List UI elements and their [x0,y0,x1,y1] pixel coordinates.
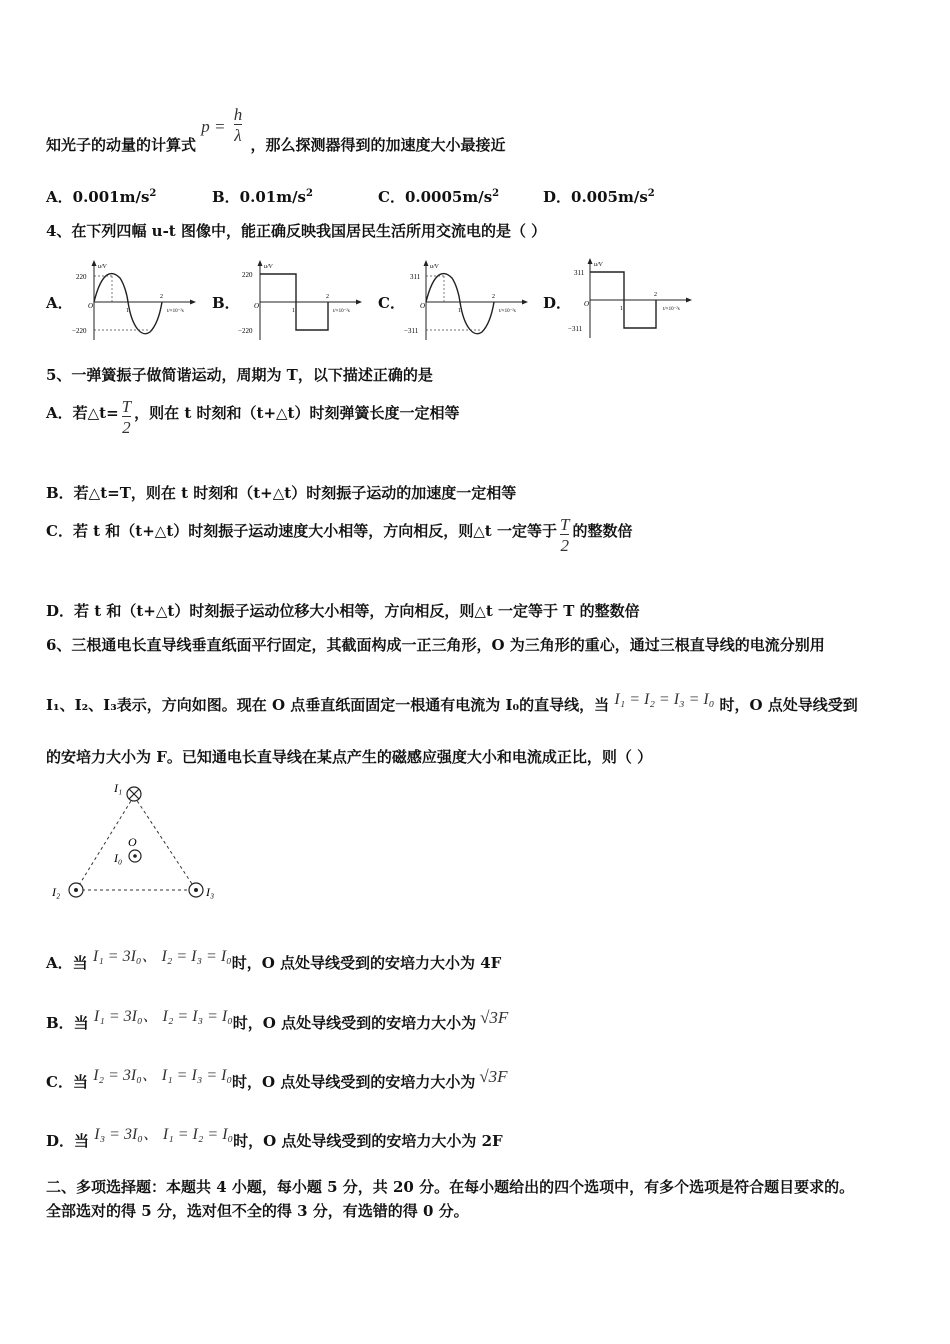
q5-option-c-num: T [559,515,570,534]
q5-option-a[interactable] [46,398,459,437]
q4-graph-c-negpeak: −311 [404,327,419,335]
q4-option-c-label[interactable]: C． [378,294,405,312]
q6-option-a[interactable] [46,950,501,973]
q3-option-c-sup: 2 [492,188,500,199]
q4-graph-d-peak: 311 [574,269,585,277]
q4-graph-a-xlabel: t/×10⁻²s [167,309,184,314]
q5-option-a-den: 2 [122,418,131,437]
q5-option-c-den: 2 [560,536,569,555]
q4-graph-b-tick1: 1 [292,308,295,314]
q6-label-i0: I₀ [114,851,123,865]
q4-graph-d[interactable] [568,256,698,340]
q3-option-d-sup: 2 [647,188,655,199]
q3-option-a-label: A．0.001m/s [46,188,150,206]
q6-line2-math: I₁ = I₂ = I₃ = I₀ [614,691,715,708]
section2-line1: 二、多项选择题：本题共 4 小题，每小题 5 分，共 20 分。在每小题给出的四个选项中，有多个选项是符合题目要求的。 [46,1178,855,1196]
q4-graph-c-tick2: 2 [492,294,495,300]
q4-graph-b-origin: O [254,302,260,310]
q3-formula-num: h [233,105,243,124]
q6-option-d[interactable] [46,1128,503,1151]
q6-option-b-tail: √3F [480,1008,509,1027]
q6-line2-post: 时，O 点处导线受到 [719,696,858,714]
q6-option-d-post: 时，O 点处导线受到的安培力大小为 2F [233,1132,503,1150]
q3-text-pre: 知光子的动量的计算式 [46,135,197,154]
q4-graph-a[interactable] [72,258,202,342]
q6-option-c-post: 时，O 点处导线受到的安培力大小为 [232,1073,476,1091]
q6-line3: 的安培力大小为 F。已知通电长直导线在某点产生的磁感应强度大小和电流成正比，则（ ） [46,748,653,766]
q4-graph-a-ylabel: u/V [98,264,107,270]
q3-option-c-label: C．0.0005m/s [378,188,493,206]
q5-option-c-frac [560,516,569,555]
q6-label-o: O [128,835,137,849]
section2-line2: 全部选对的得 5 分，选对但不全的得 3 分，有选错的得 0 分。 [46,1202,469,1220]
q6-line1: 6、三根通电长直导线垂直纸面平行固定，其截面构成一正三角形，O 为三角形的重心，通过三根直导线的电流分别用 [46,636,825,654]
q4-graph-c-peak: 311 [410,273,421,281]
q4-graph-a-tick2: 2 [160,294,163,300]
q4-graph-b[interactable] [238,258,368,342]
q3-option-c[interactable] [378,186,499,207]
q6-option-a-label: A．当 [46,954,88,972]
q6-label-i3: I₃ [206,885,215,899]
q5-option-c-post: 的整数倍 [572,521,633,540]
q5-option-a-num: T [121,397,132,416]
q6-option-b-math: I₁ = 3I₀、 I₂ = I₃ = I₀ [93,1008,233,1025]
q4-graph-d-ylabel: u/V [594,262,603,268]
q6-line2 [46,691,858,715]
q4-graph-c-ylabel: u/V [430,264,439,270]
q4-option-d-label[interactable]: D． [543,294,572,312]
q6-option-c[interactable] [46,1069,508,1092]
q3-option-a-sup: 2 [149,188,157,199]
q3-formula-frac [234,106,243,145]
q6-option-c-math: I₂ = 3I₀、 I₁ = I₃ = I₀ [93,1067,233,1084]
q5-option-a-frac [122,398,131,437]
q4-graph-a-negpeak: −220 [72,327,87,335]
q6-option-b[interactable] [46,1010,508,1033]
q4-graph-b-tick2: 2 [326,294,329,300]
q4-graph-d-tick1: 1 [620,306,623,312]
q5-option-c[interactable] [46,516,632,555]
q6-option-a-post: 时，O 点处导线受到的安培力大小为 4F [231,954,502,972]
q3-option-a[interactable] [46,186,156,207]
q6-option-b-label: B．当 [46,1014,89,1032]
q6-label-i1: I₁ [114,781,123,795]
q3-option-b-label: B．0.01m/s [212,188,307,206]
q6-option-d-math: I₃ = 3I₀、 I₁ = I₂ = I₀ [94,1126,234,1143]
q4-graph-d-xlabel: t/×10⁻²s [663,307,680,312]
q3-formula-den: λ [234,126,242,145]
q3-stem [46,105,506,154]
q4-graph-c-xlabel: t/×10⁻²s [499,309,516,314]
q4-graph-b-xlabel: t/×10⁻²s [333,309,350,314]
q3-text-post: ，那么探测器得到的加速度大小最接近 [250,135,506,154]
q6-triangle-figure [46,780,226,904]
q4-graph-d-origin: O [584,300,590,308]
q4-option-b-label[interactable]: B． [212,294,240,312]
q4-graph-b-peak: 220 [242,271,253,279]
q3-option-d-label: D．0.005m/s [543,188,648,206]
q6-option-d-label: D．当 [46,1132,90,1150]
q5-stem: 5、一弹簧振子做简谐运动，周期为 T，以下描述正确的是 [46,366,433,384]
q6-option-a-math: I₁ = 3I₀、 I₂ = I₃ = I₀ [92,948,232,965]
q3-option-d[interactable] [543,186,655,207]
q5-option-b[interactable]: B．若△t=T，则在 t 时刻和（t+△t）时刻振子运动的加速度一定相等 [46,484,517,502]
q3-option-b[interactable] [212,186,313,207]
q3-option-b-sup: 2 [306,188,313,199]
q6-option-c-label: C．当 [46,1073,88,1091]
q4-stem: 4、在下列四幅 u-t 图像中，能正确反映我国居民生活所用交流电的是（ ） [46,222,547,240]
q4-graph-c[interactable] [404,258,534,342]
q5-option-d[interactable]: D．若 t 和（t+△t）时刻振子运动位移大小相等，方向相反，则△t 一定等于 T 的整数倍 [46,602,640,620]
q4-graph-b-ylabel: u/V [264,264,273,270]
q4-graph-c-origin: O [420,302,426,310]
q5-option-c-pre: C．若 t 和（t+△t）时刻振子运动速度大小相等，方向相反，则△t 一定等于 [46,521,557,540]
q4-graph-d-tick2: 2 [654,292,657,298]
q5-option-a-pre: A．若△t= [46,403,119,422]
q6-option-b-post: 时，O 点处导线受到的安培力大小为 [232,1014,477,1032]
q6-option-c-tail: √3F [479,1067,508,1086]
q4-option-a-label[interactable]: A． [46,294,73,312]
q6-label-i2: I₂ [52,885,61,899]
q4-graph-a-tick1: 1 [126,308,129,314]
q5-option-a-post: ，则在 t 时刻和（t+△t）时刻弹簧长度一定相等 [134,403,460,422]
q4-graph-a-peak: 220 [76,273,87,281]
q4-graph-a-origin: O [88,302,94,310]
q3-formula-p: p = [201,116,226,136]
q4-graph-b-negpeak: −220 [238,327,253,335]
q6-line2-pre: I₁、I₂、I₃表示，方向如图。现在 O 点垂直纸面固定一根通有电流为 I₀的直导线，当 [46,696,610,714]
q4-graph-c-tick1: 1 [458,308,461,314]
q4-graph-d-negpeak: −311 [568,325,583,333]
